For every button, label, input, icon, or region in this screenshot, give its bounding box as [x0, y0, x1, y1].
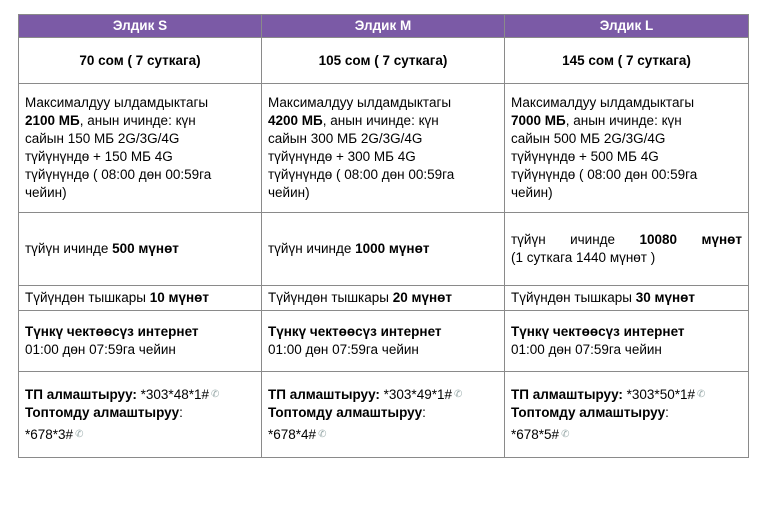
header-row — [19, 15, 749, 38]
phone-icon: ✆ — [561, 428, 570, 440]
plan-l-night: Түнкү чектөөсүз интернет 01:00 дөн 07:59га чейин — [505, 311, 749, 372]
plan-m-minutes: түйүн ичинде 1000 мүнөт — [262, 213, 505, 286]
plan-l-minutes: түйүн ичинде 10080 мүнөт (1 суткага 1440 мүнөт ) — [505, 213, 749, 286]
plan-l-price: 145 сом ( 7 суткага) — [505, 38, 749, 84]
plan-s-offnet: Түйүндөн тышкары 10 мүнөт — [19, 286, 262, 311]
speed-row — [19, 84, 749, 213]
ussd-codes-row — [19, 372, 749, 458]
plan-s-speed: Максималдуу ылдамдыктагы 2100 МБ, анын ичинде: күн сайын 150 МБ 2G/3G/4G түйүнүндө + 150 МБ 4G түйүнүндө ( 08:00 дөн 00:59га чейин) — [19, 84, 262, 213]
plan-m-speed: Максималдуу ылдамдыктагы 4200 МБ, анын ичинде: күн сайын 300 МБ 2G/3G/4G түйүнүндө + 300 МБ 4G түйүнүндө ( 08:00 дөн 00:59га чейин) — [262, 84, 505, 213]
plan-m-night: Түнкү чектөөсүз интернет 01:00 дөн 07:59га чейин — [262, 311, 505, 372]
plan-l-speed: Максималдуу ылдамдыктагы 7000 МБ, анын ичинде: күн сайын 500 МБ 2G/3G/4G түйүнүндө + 500 МБ 4G түйүнүндө ( 08:00 дөн 00:59га чейин) — [505, 84, 749, 213]
phone-icon: ✆ — [453, 388, 463, 400]
plan-l-codes: ТП алмаштыруу: *303*50*1# ✆ Топтомду алмаштыруу: *678*5# ✆ — [505, 372, 749, 458]
plan-l-header: Элдик L — [505, 15, 749, 38]
plan-m-offnet: Түйүндөн тышкары 20 мүнөт — [262, 286, 505, 311]
plan-s-price: 70 сом ( 7 суткага) — [19, 38, 262, 84]
plan-s-header: Элдик S — [19, 15, 262, 38]
minutes-row — [19, 213, 749, 286]
price-row — [19, 38, 749, 84]
phone-icon: ✆ — [696, 388, 706, 400]
phone-icon: ✆ — [75, 428, 84, 440]
phone-icon: ✆ — [210, 388, 220, 400]
plan-s-minutes: түйүн ичинде 500 мүнөт — [19, 213, 262, 286]
offnet-row — [19, 286, 749, 311]
night-internet-row — [19, 311, 749, 372]
plan-s-night: Түнкү чектөөсүз интернет 01:00 дөн 07:59га чейин — [19, 311, 262, 372]
plan-s-codes: ТП алмаштыруу: *303*48*1# ✆ Топтомду алмаштыруу: *678*3# ✆ — [19, 372, 262, 458]
plan-m-price: 105 сом ( 7 суткага) — [262, 38, 505, 84]
phone-icon: ✆ — [318, 428, 327, 440]
plans-table — [18, 14, 749, 458]
plan-l-offnet: Түйүндөн тышкары 30 мүнөт — [505, 286, 749, 311]
plan-m-header: Элдик M — [262, 15, 505, 38]
plan-m-codes: ТП алмаштыруу: *303*49*1# ✆ Топтомду алмаштыруу: *678*4# ✆ — [262, 372, 505, 458]
